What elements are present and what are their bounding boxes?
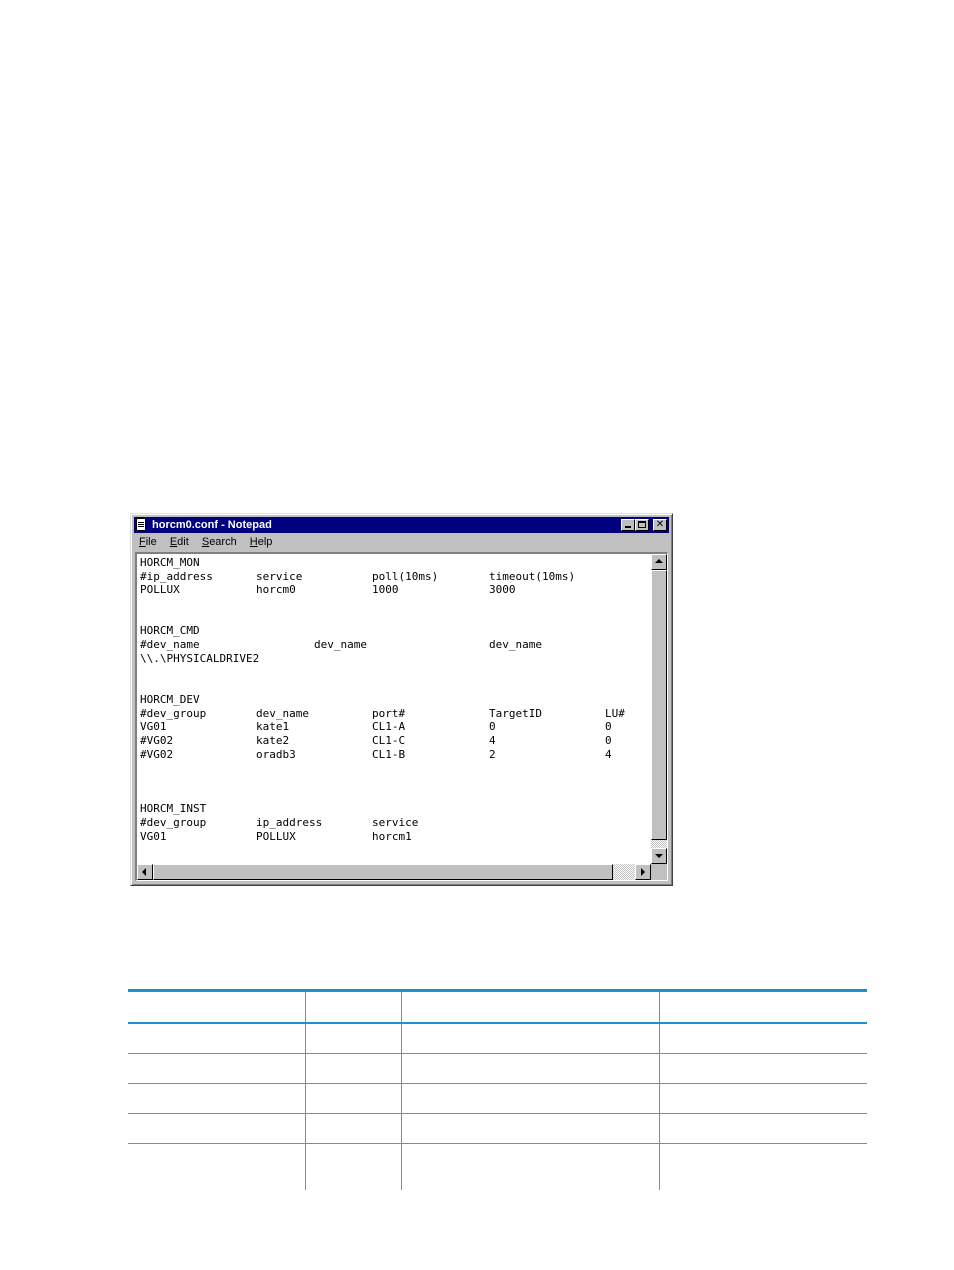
text-token: HORCM_DEV xyxy=(140,692,200,706)
text-token: horcm1 xyxy=(372,829,412,843)
text-line xyxy=(139,802,651,816)
notepad-window xyxy=(130,513,673,886)
text-token: poll(10ms) xyxy=(372,569,439,583)
text-editor[interactable] xyxy=(135,552,668,881)
text-line xyxy=(139,652,651,666)
text-token: service xyxy=(372,816,419,830)
table-row xyxy=(128,1023,867,1054)
table-row xyxy=(128,1084,867,1114)
table-cell xyxy=(128,1023,305,1054)
table-cell xyxy=(401,1114,659,1144)
text-token: HORCM_INST xyxy=(140,802,207,816)
table-cell xyxy=(659,1084,867,1114)
text-token: oradb3 xyxy=(256,747,296,761)
text-token: POLLUX xyxy=(140,583,180,597)
text-token: #dev_group xyxy=(140,816,207,830)
arrow-right-icon xyxy=(641,868,645,876)
text-token: #VG02 xyxy=(140,747,174,761)
empty-table xyxy=(128,989,867,1190)
text-token: #ip_address xyxy=(140,569,213,583)
text-token: timeout(10ms) xyxy=(489,569,576,583)
title-bar[interactable] xyxy=(134,517,669,533)
menu-bar xyxy=(134,534,669,551)
menu-edit[interactable]: Edit xyxy=(169,536,189,548)
text-token: 2 xyxy=(489,747,496,761)
table-header-row xyxy=(128,991,867,1024)
table-cell xyxy=(659,1144,867,1191)
vertical-scroll-thumb[interactable] xyxy=(651,570,667,840)
text-line xyxy=(139,734,651,748)
horizontal-scrollbar[interactable] xyxy=(137,864,651,880)
text-token: #dev_name xyxy=(140,638,200,652)
arrow-down-icon xyxy=(655,854,663,858)
text-line xyxy=(139,775,651,789)
text-line xyxy=(139,624,651,638)
text-token: VG01 xyxy=(140,829,167,843)
text-token: dev_name xyxy=(489,638,542,652)
text-token: CL1-B xyxy=(372,747,406,761)
text-line xyxy=(139,666,651,680)
text-token: kate2 xyxy=(256,733,290,747)
table-cell xyxy=(128,1084,305,1114)
table-cell xyxy=(305,1114,401,1144)
arrow-left-icon xyxy=(142,868,146,876)
scroll-right-button[interactable] xyxy=(635,864,651,880)
text-line xyxy=(139,693,651,707)
text-token: 4 xyxy=(489,733,496,747)
menu-help[interactable]: Help xyxy=(249,536,273,548)
text-token: #VG02 xyxy=(140,733,174,747)
size-grip[interactable] xyxy=(651,864,667,880)
text-token: 4 xyxy=(605,747,612,761)
text-line xyxy=(139,611,651,625)
table-row xyxy=(128,1114,867,1144)
table-cell xyxy=(128,1054,305,1084)
text-content[interactable] xyxy=(137,554,651,864)
table-header-cell xyxy=(659,991,867,1024)
minimize-button[interactable] xyxy=(621,519,635,531)
arrow-up-icon xyxy=(655,559,663,563)
text-token: 0 xyxy=(605,733,612,747)
table-cell xyxy=(401,1023,659,1054)
text-token: dev_name xyxy=(256,706,309,720)
text-token: CL1-C xyxy=(372,733,406,747)
table-cell xyxy=(128,1144,305,1191)
table-cell xyxy=(401,1054,659,1084)
text-token: HORCM_CMD xyxy=(140,624,200,638)
table-cell xyxy=(401,1084,659,1114)
table-cell xyxy=(305,1144,401,1191)
text-line xyxy=(139,556,651,570)
text-line xyxy=(139,707,651,721)
text-line xyxy=(139,638,651,652)
table-cell xyxy=(305,1023,401,1054)
text-token: 0 xyxy=(605,720,612,734)
close-button[interactable]: ✕ xyxy=(653,519,667,531)
scroll-down-button[interactable] xyxy=(651,848,667,864)
text-line xyxy=(139,679,651,693)
text-token: horcm0 xyxy=(256,583,296,597)
text-token: dev_name xyxy=(314,638,367,652)
text-token: ip_address xyxy=(256,816,323,830)
text-token: 3000 xyxy=(489,583,516,597)
table-cell xyxy=(659,1023,867,1054)
table-cell xyxy=(305,1084,401,1114)
text-token: CL1-A xyxy=(372,720,406,734)
scroll-up-button[interactable] xyxy=(651,554,667,570)
table-row xyxy=(128,1054,867,1084)
text-line xyxy=(139,570,651,584)
text-line xyxy=(139,830,651,844)
text-token: HORCM_MON xyxy=(140,556,200,569)
scroll-left-button[interactable] xyxy=(137,864,153,880)
text-token: kate1 xyxy=(256,720,290,734)
maximize-button[interactable] xyxy=(635,519,649,531)
menu-search[interactable]: Search xyxy=(201,536,237,548)
text-token: port# xyxy=(372,706,406,720)
table-header-cell xyxy=(401,991,659,1024)
table-header-cell xyxy=(128,991,305,1024)
text-line xyxy=(139,583,651,597)
table-cell xyxy=(659,1054,867,1084)
table-row xyxy=(128,1144,867,1191)
text-token: service xyxy=(256,569,303,583)
text-token: LU# xyxy=(605,706,625,720)
text-token: 0 xyxy=(489,720,496,734)
text-line xyxy=(139,761,651,775)
text-line xyxy=(139,720,651,734)
menu-file[interactable]: File xyxy=(139,536,157,548)
window-title: horcm0.conf - Notepad xyxy=(152,519,272,531)
text-line xyxy=(139,789,651,803)
text-token: POLLUX xyxy=(256,829,296,843)
notepad-icon[interactable] xyxy=(136,518,146,531)
text-line xyxy=(139,816,651,830)
table-header-cell xyxy=(305,991,401,1024)
text-token: 1000 xyxy=(372,583,399,597)
text-token: #dev_group xyxy=(140,706,207,720)
text-line xyxy=(139,597,651,611)
table-cell xyxy=(659,1114,867,1144)
text-token: \\.\PHYSICALDRIVE2 xyxy=(140,651,260,665)
text-token: VG01 xyxy=(140,720,167,734)
text-token: TargetID xyxy=(489,706,542,720)
table-cell xyxy=(128,1114,305,1144)
horizontal-scroll-thumb[interactable] xyxy=(153,864,613,880)
text-line xyxy=(139,748,651,762)
vertical-scrollbar[interactable] xyxy=(651,554,667,864)
table-cell xyxy=(401,1144,659,1191)
table-cell xyxy=(305,1054,401,1084)
